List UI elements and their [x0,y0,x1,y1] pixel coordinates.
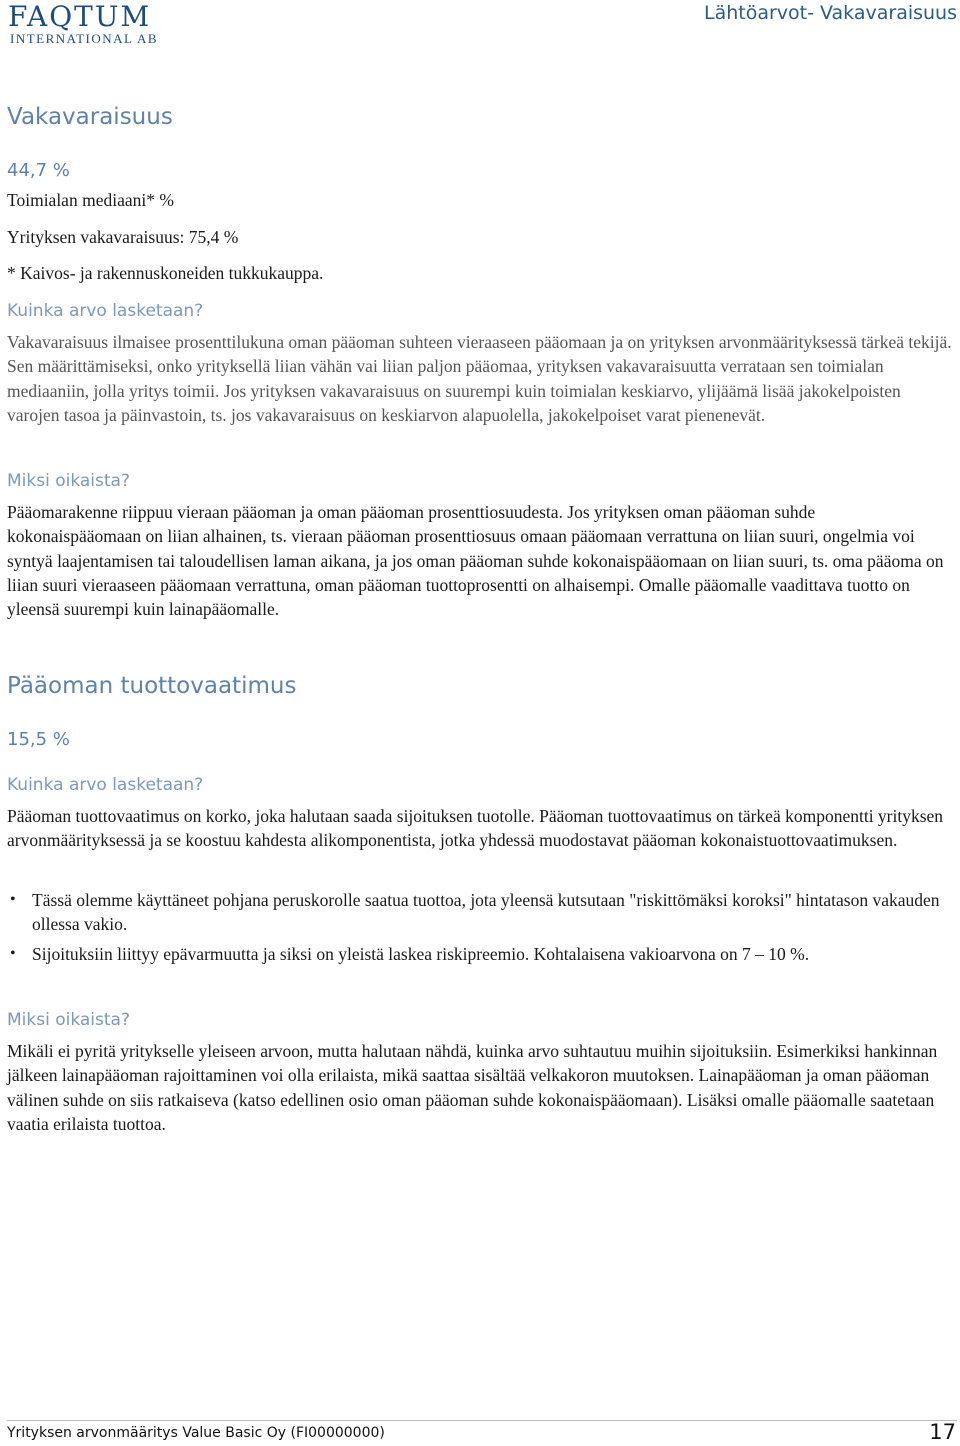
section-value: 44,7 % [7,160,70,181]
why-adjust-heading: Miksi oikaista? [7,1010,130,1030]
median-label: Toimialan mediaani* % [7,190,174,210]
company-value: Yrityksen vakavaraisuus: 75,4 % [7,227,239,247]
footer-divider [7,1420,957,1421]
section-value: 15,5 % [7,729,70,750]
why-adjust-text: Mikäli ei pyritä yritykselle yleiseen arvoon, mutta halutaan nähdä, kuinka arvo suhtautuu muihin sijoituksiin. Esimerkiksi hankinnan jälkeen lainapääoman rajoittaminen voi olla erilaista, mikä saattaa sisältää velkakoron muutoksen. Lainapääoman ja oman pääoman välinen suhde on siis ratkaiseva (katso edellinen osio oman pääoman suhde kokonaispääomaan). Lisäksi omalle pääomalle saatetaan vaatia erilaista tuottoa. [7,1041,938,1134]
page-number: 17 [929,1420,956,1444]
why-adjust-heading: Miksi oikaista? [7,471,130,491]
section-heading-paaoman-tuottovaatimus: Pääoman tuottovaatimus [7,673,297,699]
list-item: • Tässä olemme käyttäneet pohjana peruskorolle saatua tuottoa, jota yleensä kutsutaan "riskittömäksi koroksi" hintatason vakauden ollessa vakio. [10,890,940,935]
footnote: * Kaivos- ja rakennuskoneiden tukkukauppa. [7,263,324,283]
company-logo [8,2,158,46]
how-calculated-text: Pääoman tuottovaatimus on korko, joka halutaan saada sijoituksen tuotolle. Pääoman tuottovaatimus on tärkeä komponentti yrityksen arvonmäärityksessä ja se koostuu kahdesta alikomponentista, jotka yhdessä muodostavat pääoman kokonaistuottovaatimuksen. [7,806,944,851]
bullet-icon: • [10,945,16,962]
page-header-title: Lähtöarvot- Vakavaraisuus [704,2,957,24]
how-calculated-heading: Kuinka arvo lasketaan? [7,301,204,321]
footer-company: Yrityksen arvonmääritys Value Basic Oy (FI00000000) [7,1425,385,1441]
logo-wordmark: FAQTUM [8,0,152,33]
logo-subtitle: INTERNATIONAL AB [10,31,159,46]
bullet-icon: • [10,891,16,908]
section-heading-vakavaraisuus: Vakavaraisuus [7,104,173,130]
how-calculated-heading: Kuinka arvo lasketaan? [7,775,204,795]
why-adjust-text: Pääomarakenne riippuu vieraan pääoman ja oman pääoman prosenttiosuudesta. Jos yrityksen oman pääoman suhde kokonaispääomaan on liian alhainen, ts. vieraan pääoman prosenttiosuus omaan pääomaan verrattuna on liian suuri, ongelmia voi syntyä laajentamisen tai taloudellisen laman aikana, ja jos oman pääoman suhde kokonaispääomaan on liian suuri, ts. oma pääoma on liian suuri vieraaseen pääomaan verrattuna, oman pääoman tuottoprosentti on alhaisempi. Omalle pääomalle vaadittava tuotto on yleensä suurempi kuin lainapääomalle. [7,502,944,620]
list-item: • Sijoituksiin liittyy epävarmuutta ja siksi on yleistä laskea riskipreemio. Kohtalaisena vakioarvona on 7 – 10 %. [7,942,952,966]
how-calculated-text: Vakavaraisuus ilmaisee prosenttilukuna oman pääoman suhteen vieraaseen pääomaan ja on yrityksen arvonmäärityksessä tärkeä tekijä. Sen määrittämiseksi, onko yrityksellä liian vähän vai liian paljon pääomaa, yrityksen vakavaraisuutta verrataan sen toimialan mediaaniin, jolla yritys toimii. Jos yrityksen vakavaraisuus on suurempi kuin toimialan keskiarvo, ylijäämä lisää jakokelpoisten varojen tasoa ja päinvastoin, ts. jos vakavaraisuus on keskiarvon alapuolella, jakokelpoiset varat pienenevät. [7,332,952,425]
